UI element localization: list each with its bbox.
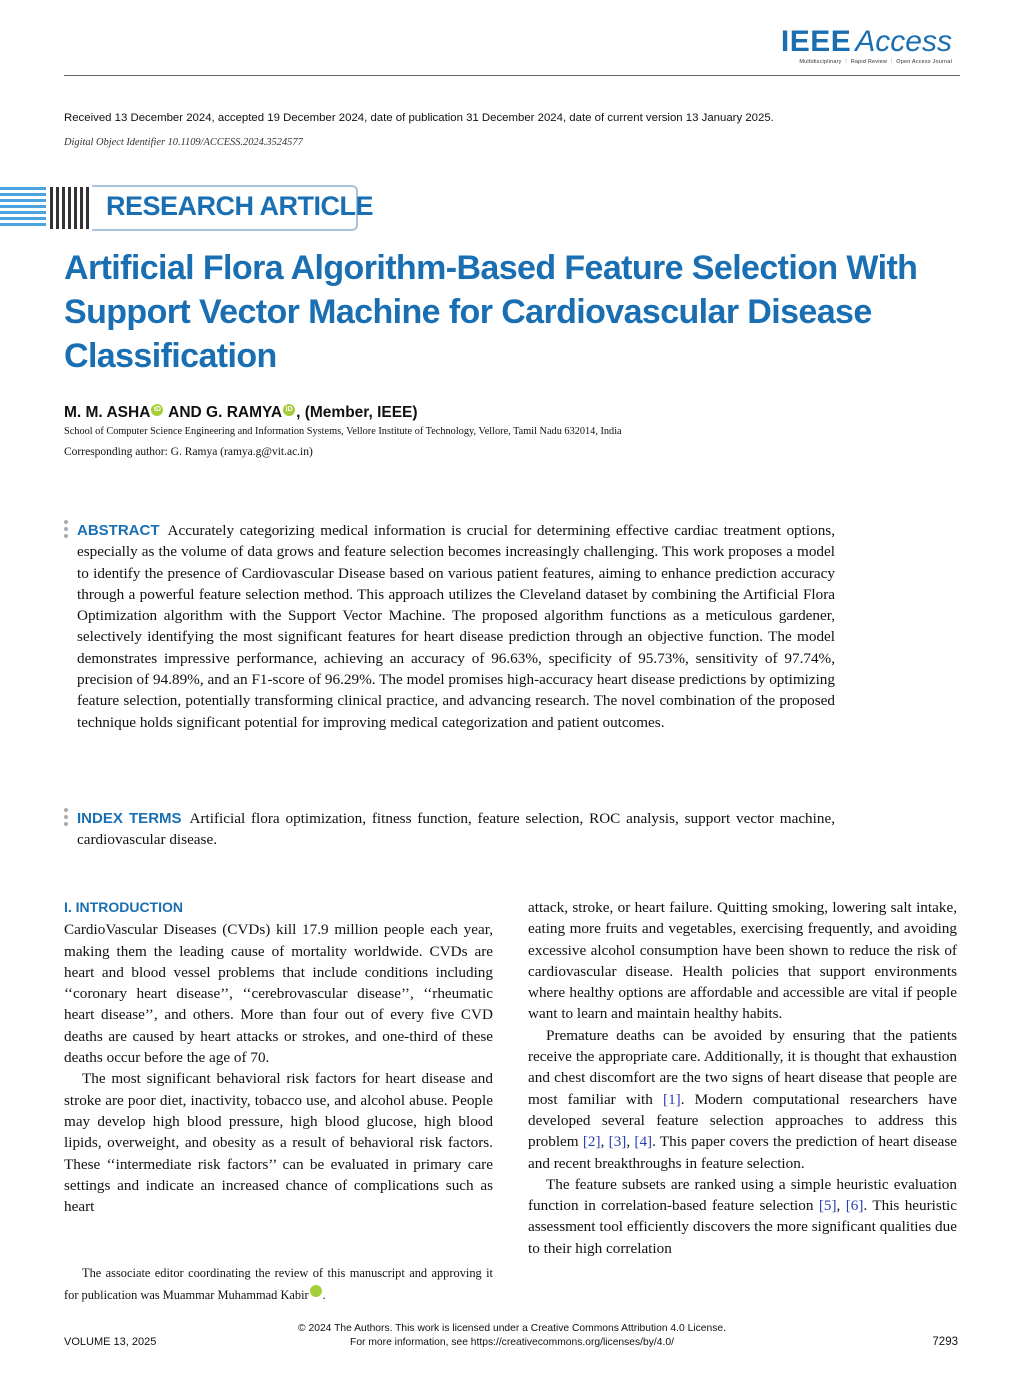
citation-separator: , bbox=[626, 1133, 635, 1151]
license-line-1: © 2024 The Authors. This work is licensed under a Creative Commons Attribution 4.0 License. bbox=[298, 1323, 726, 1334]
citation-link[interactable]: [1] bbox=[663, 1090, 681, 1108]
index-terms-dots-icon bbox=[64, 808, 68, 829]
paragraph-text: . This paper covers the prediction of heart disease and recent breakthroughs in feature selection. bbox=[528, 1133, 957, 1172]
intro-paragraph-4 bbox=[528, 1025, 957, 1174]
author-list bbox=[64, 404, 418, 422]
citation-link[interactable]: [5] bbox=[818, 1197, 837, 1215]
abstract-dots-icon bbox=[64, 520, 68, 541]
journal-logo bbox=[781, 26, 952, 65]
citation-link[interactable]: [3] bbox=[608, 1133, 627, 1151]
affiliation: School of Computer Science Engineering and Information Systems, Vellore Institute of Technology, Vellore, Tamil Nadu 632014, India bbox=[64, 426, 622, 437]
volume-label: VOLUME 13, 2025 bbox=[64, 1336, 157, 1348]
abstract bbox=[77, 520, 835, 733]
logo-tagline: Multidisciplinary ⋮ Rapid Review ⋮ Open Access Journal bbox=[799, 59, 952, 65]
index-terms-heading: INDEX TERMS bbox=[77, 810, 182, 827]
footnote-text: The associate editor coordinating the review of this manuscript and approving it for publication was Muammar Muhammad Kabir bbox=[64, 1266, 493, 1302]
author-2: AND G. RAMYA bbox=[168, 404, 283, 421]
abstract-heading: ABSTRACT bbox=[77, 522, 160, 539]
section-heading-introduction: I. INTRODUCTION bbox=[64, 899, 183, 915]
citation-link[interactable]: [6] bbox=[845, 1197, 864, 1215]
received-dates: Received 13 December 2024, accepted 19 December 2024, date of publication 31 December 2024, date of current version 13 January 2025. bbox=[64, 112, 774, 124]
author-membership: , (Member, IEEE) bbox=[296, 404, 418, 421]
intro-paragraph-1: CardioVascular Diseases (CVDs) kill 17.9 million people each year, making them the leading cause of mortality worldwide. CVDs are heart and blood vessel problems that include conditions including ‘‘coronary heart disease’’, ‘‘cerebrovascular disease’’, ‘‘rheumatic heart disease’’, and others. More than four out of every five CVD deaths are caused by heart attacks or strokes, and one-third of these deaths occur before the age of 70. bbox=[64, 921, 493, 1067]
column-left bbox=[64, 897, 493, 1217]
editor-footnote bbox=[64, 1262, 493, 1306]
corresponding-author: Corresponding author: G. Ramya (ramya.g@vit.ac.in) bbox=[64, 446, 313, 458]
paper-title: Artificial Flora Algorithm-Based Feature Selection With Support Vector Machine for Cardiovascular Disease Classification bbox=[64, 249, 918, 375]
logo-ieee: IEEE bbox=[780, 25, 852, 58]
header-divider bbox=[64, 75, 960, 76]
citation-separator: , bbox=[600, 1133, 609, 1151]
orcid-icon[interactable]: iD bbox=[151, 404, 163, 416]
column-right bbox=[528, 897, 957, 1259]
footnote-end: . bbox=[322, 1288, 326, 1302]
intro-paragraph-5 bbox=[528, 1174, 957, 1259]
citation-separator: , bbox=[836, 1197, 846, 1215]
intro-paragraph-2: The most significant behavioral risk factors for heart disease and stroke are poor diet, inactivity, tobacco use, and alcohol abuse. People may develop high blood pressure, high blood glucose, high blood lipids, overweight, and obesity as a result of behavioral risk factors. These ‘‘intermediate risk factors’’ can be evaluated in primary care settings and indicate an increased chance of complications such as heart bbox=[64, 1070, 493, 1216]
index-terms bbox=[77, 808, 835, 851]
page-number: 7293 bbox=[932, 1336, 958, 1348]
orcid-icon[interactable]: iD bbox=[283, 404, 295, 416]
intro-paragraph-3: attack, stroke, or heart failure. Quitting smoking, lowering salt intake, eating more fruits and vegetables, exercising frequently, and avoiding excessive alcohol consumption have been shown to reduce the risk of cardiovascular disease. Health policies that support environments where healthy options are affordable and accessible are vital if people want to learn and maintain healthy habits. bbox=[528, 899, 957, 1023]
doi-line: Digital Object Identifier 10.1109/ACCESS.2024.3524577 bbox=[64, 137, 303, 148]
abstract-text: Accurately categorizing medical information is crucial for determining effective cardiac treatment options, especially as the volume of data grows and feature selection becomes increasingly challenging. This work proposes a model to identify the presence of Cardiovascular Disease based on various patient features, aiming to enhance prediction accuracy through a powerful feature selection method. This approach utilizes the Cleveland dataset by combining the Artificial Flora Optimization algorithm with the Support Vector Machine. The proposed algorithm functions as a meticulous gardener, selectively identifying the most significant features for heart disease prediction through an objective function. The model demonstrates impressive performance, achieving an accuracy of 96.63%, specificity of 95.73%, sensitivity of 97.74%, precision of 94.89%, and an F1-score of 96.29%. The model promises high-accuracy heart disease predictions by optimizing feature selection, potentially transforming clinical practice, and advancing research. The novel combination of the proposed technique holds significant potential for improving medical categorization and patient outcomes. bbox=[77, 522, 835, 731]
index-terms-text: Artificial flora optimization, fitness function, feature selection, ROC analysis, support vector machine, cardiovascular disease. bbox=[77, 810, 836, 849]
article-type-label: RESEARCH ARTICLE bbox=[106, 191, 374, 221]
logo-access: Access bbox=[855, 25, 952, 58]
paragraph-text: . This heuristic assessment tool efficiently discovers the more significant qualities due to their high correlation bbox=[528, 1197, 957, 1257]
paragraph-text: Premature deaths can be avoided by ensuring that the patients receive the appropriate care. Additionally, it is thought that exhaustion and chest discomfort are the two signs of heart disease that people are most familiar with bbox=[528, 1026, 957, 1108]
banner-stripes-icon bbox=[0, 185, 92, 231]
paragraph-text: The feature subsets are ranked using a simple heuristic evaluation function in correlation-based feature selection bbox=[528, 1175, 957, 1215]
article-type-banner bbox=[0, 185, 374, 231]
paragraph-text: . Modern computational researchers have developed several feature selection approaches to address this problem bbox=[528, 1090, 957, 1151]
license-line-2[interactable]: For more information, see https://creativecommons.org/licenses/by/4.0/ bbox=[350, 1337, 674, 1348]
citation-link[interactable]: [4] bbox=[634, 1133, 653, 1151]
author-1: M. M. ASHA bbox=[64, 404, 151, 421]
citation-link[interactable]: [2] bbox=[582, 1133, 601, 1151]
orcid-icon[interactable]: iD bbox=[310, 1285, 322, 1297]
